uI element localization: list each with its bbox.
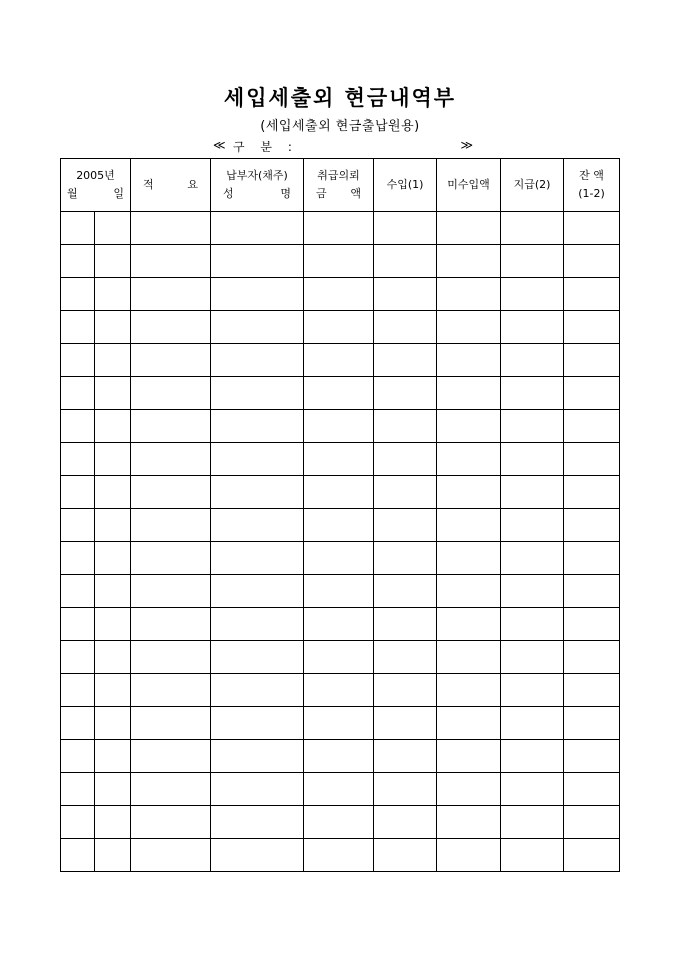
cell-day: [95, 476, 131, 509]
cell-day: [95, 542, 131, 575]
cell-receipt: [374, 410, 437, 443]
cell-month: [61, 575, 95, 608]
cell-receipt: [374, 707, 437, 740]
table-row: [61, 674, 620, 707]
cell-receipt: [374, 212, 437, 245]
cell-unreceived: [437, 245, 501, 278]
cell-unreceived: [437, 608, 501, 641]
header-summary-a: 적: [143, 178, 154, 191]
cell-payment: [501, 806, 564, 839]
cell-day: [95, 443, 131, 476]
cell-month: [61, 806, 95, 839]
cell-receipt: [374, 674, 437, 707]
header-handling-line1: 취급의뢰: [317, 169, 360, 182]
cell-balance: [564, 608, 620, 641]
cell-balance: [564, 542, 620, 575]
header-payer-name-b: 명: [280, 187, 291, 200]
cell-payer: [211, 641, 304, 674]
cell-summary: [131, 509, 211, 542]
header-balance-line1: 잔 액: [579, 169, 604, 182]
cell-month: [61, 278, 95, 311]
cell-summary: [131, 476, 211, 509]
cell-day: [95, 575, 131, 608]
cell-summary: [131, 641, 211, 674]
table-row: [61, 608, 620, 641]
cell-unreceived: [437, 806, 501, 839]
table-row: [61, 410, 620, 443]
cell-receipt: [374, 608, 437, 641]
cell-balance: [564, 641, 620, 674]
cell-receipt: [374, 245, 437, 278]
cell-balance: [564, 740, 620, 773]
cell-summary: [131, 674, 211, 707]
cell-payment: [501, 773, 564, 806]
cell-payment: [501, 542, 564, 575]
cell-summary: [131, 542, 211, 575]
cell-day: [95, 839, 131, 872]
division-close-bracket: ≫: [460, 138, 473, 152]
cell-handling: [304, 806, 374, 839]
cell-payer: [211, 542, 304, 575]
cell-receipt: [374, 542, 437, 575]
cell-month: [61, 377, 95, 410]
cell-handling: [304, 707, 374, 740]
cell-handling: [304, 245, 374, 278]
cell-balance: [564, 509, 620, 542]
cell-payer: [211, 212, 304, 245]
header-receipt: 수입(1): [374, 159, 437, 212]
table-row: [61, 740, 620, 773]
cell-balance: [564, 377, 620, 410]
cell-receipt: [374, 740, 437, 773]
table-row: [61, 443, 620, 476]
table-row: [61, 509, 620, 542]
cell-summary: [131, 311, 211, 344]
cell-payer: [211, 245, 304, 278]
cell-unreceived: [437, 839, 501, 872]
cell-unreceived: [437, 410, 501, 443]
cell-payer: [211, 476, 304, 509]
cell-day: [95, 245, 131, 278]
table-row: [61, 278, 620, 311]
cell-payer: [211, 410, 304, 443]
cell-payer: [211, 377, 304, 410]
cell-handling: [304, 674, 374, 707]
cell-payment: [501, 476, 564, 509]
cell-summary: [131, 344, 211, 377]
division-label: 구 분 :: [233, 140, 298, 154]
cell-month: [61, 740, 95, 773]
cell-balance: [564, 674, 620, 707]
cell-payer: [211, 311, 304, 344]
division-open-bracket: ≪: [213, 138, 226, 152]
cell-receipt: [374, 806, 437, 839]
cell-receipt: [374, 311, 437, 344]
cell-month: [61, 443, 95, 476]
cell-payer: [211, 278, 304, 311]
cell-unreceived: [437, 674, 501, 707]
cell-handling: [304, 476, 374, 509]
cell-unreceived: [437, 707, 501, 740]
cell-payment: [501, 509, 564, 542]
cell-receipt: [374, 476, 437, 509]
header-payment: 지급(2): [501, 159, 564, 212]
cash-ledger-table: [60, 158, 620, 872]
cell-handling: [304, 278, 374, 311]
cell-balance: [564, 806, 620, 839]
cell-month: [61, 707, 95, 740]
cell-handling: [304, 839, 374, 872]
cell-month: [61, 245, 95, 278]
cell-payer: [211, 773, 304, 806]
cell-summary: [131, 740, 211, 773]
cell-payment: [501, 608, 564, 641]
cell-summary: [131, 773, 211, 806]
cell-day: [95, 773, 131, 806]
cell-summary: [131, 443, 211, 476]
cell-balance: [564, 773, 620, 806]
header-summary-b: 요: [187, 178, 198, 191]
cell-handling: [304, 542, 374, 575]
cell-summary: [131, 212, 211, 245]
header-handling: [304, 159, 374, 212]
table-row: [61, 377, 620, 410]
table-row: [61, 839, 620, 872]
cell-month: [61, 608, 95, 641]
header-balance: [564, 159, 620, 212]
cell-month: [61, 839, 95, 872]
cell-balance: [564, 707, 620, 740]
cell-balance: [564, 839, 620, 872]
cell-day: [95, 608, 131, 641]
ledger-body: [61, 212, 620, 872]
cell-balance: [564, 443, 620, 476]
cell-payment: [501, 707, 564, 740]
header-day: 일: [113, 187, 124, 200]
cell-unreceived: [437, 575, 501, 608]
cell-day: [95, 740, 131, 773]
header-unreceived: 미수입액: [437, 159, 501, 212]
cell-balance: [564, 476, 620, 509]
header-payer-name-a: 성: [223, 187, 234, 200]
cell-balance: [564, 344, 620, 377]
cell-payment: [501, 674, 564, 707]
cell-payment: [501, 443, 564, 476]
cell-day: [95, 311, 131, 344]
cell-handling: [304, 773, 374, 806]
cell-handling: [304, 212, 374, 245]
cell-payer: [211, 740, 304, 773]
cell-receipt: [374, 278, 437, 311]
cell-receipt: [374, 641, 437, 674]
cell-month: [61, 773, 95, 806]
cell-balance: [564, 245, 620, 278]
cell-balance: [564, 311, 620, 344]
cell-handling: [304, 575, 374, 608]
cell-balance: [564, 212, 620, 245]
cell-summary: [131, 377, 211, 410]
cell-handling: [304, 311, 374, 344]
cell-payer: [211, 839, 304, 872]
cell-month: [61, 641, 95, 674]
cell-payer: [211, 608, 304, 641]
cell-payer: [211, 674, 304, 707]
cell-handling: [304, 344, 374, 377]
cell-summary: [131, 806, 211, 839]
table-row: [61, 311, 620, 344]
header-month: 월: [67, 187, 78, 200]
cell-day: [95, 641, 131, 674]
cell-payment: [501, 410, 564, 443]
cell-summary: [131, 245, 211, 278]
cell-unreceived: [437, 377, 501, 410]
cell-month: [61, 509, 95, 542]
cell-receipt: [374, 509, 437, 542]
cell-payer: [211, 575, 304, 608]
cell-receipt: [374, 839, 437, 872]
header-summary-text: [131, 176, 210, 194]
cell-summary: [131, 608, 211, 641]
division-line: [213, 138, 473, 154]
cell-payment: [501, 245, 564, 278]
cell-month: [61, 311, 95, 344]
cell-receipt: [374, 575, 437, 608]
cell-payment: [501, 212, 564, 245]
cell-unreceived: [437, 641, 501, 674]
table-row: [61, 212, 620, 245]
cell-month: [61, 542, 95, 575]
cell-month: [61, 410, 95, 443]
cell-summary: [131, 410, 211, 443]
header-balance-line2: (1-2): [578, 187, 605, 200]
table-row: [61, 245, 620, 278]
cell-day: [95, 410, 131, 443]
cell-payer: [211, 344, 304, 377]
cell-day: [95, 707, 131, 740]
cell-day: [95, 509, 131, 542]
table-row: [61, 806, 620, 839]
cell-payment: [501, 839, 564, 872]
cell-receipt: [374, 377, 437, 410]
cell-summary: [131, 575, 211, 608]
cell-balance: [564, 575, 620, 608]
cell-month: [61, 344, 95, 377]
cell-unreceived: [437, 278, 501, 311]
cell-summary: [131, 839, 211, 872]
cell-handling: [304, 740, 374, 773]
cell-payer: [211, 509, 304, 542]
cell-unreceived: [437, 344, 501, 377]
cell-month: [61, 674, 95, 707]
table-row: [61, 344, 620, 377]
header-handling-amount: [304, 185, 373, 203]
cell-payment: [501, 575, 564, 608]
cell-unreceived: [437, 443, 501, 476]
cell-handling: [304, 410, 374, 443]
header-year: 2005년: [76, 169, 115, 182]
document-subtitle: (세입세출외 현금출납원용): [260, 119, 420, 134]
table-header-row: [61, 159, 620, 212]
cell-unreceived: [437, 311, 501, 344]
cell-handling: [304, 509, 374, 542]
cell-balance: [564, 278, 620, 311]
cell-month: [61, 476, 95, 509]
header-handling-amount-b: 액: [350, 187, 361, 200]
cell-payment: [501, 344, 564, 377]
cell-summary: [131, 278, 211, 311]
cell-payer: [211, 806, 304, 839]
cell-payment: [501, 641, 564, 674]
table-row: [61, 476, 620, 509]
cell-handling: [304, 443, 374, 476]
document-title: 세입세출외 현금내역부: [223, 85, 457, 110]
cell-handling: [304, 641, 374, 674]
cell-day: [95, 377, 131, 410]
cell-summary: [131, 707, 211, 740]
cell-payer: [211, 443, 304, 476]
table-row: [61, 641, 620, 674]
header-payer-name: [211, 185, 303, 203]
cell-unreceived: [437, 542, 501, 575]
table-row: [61, 707, 620, 740]
cell-payment: [501, 311, 564, 344]
cell-receipt: [374, 344, 437, 377]
cell-unreceived: [437, 773, 501, 806]
table-row: [61, 575, 620, 608]
cell-payment: [501, 278, 564, 311]
cell-day: [95, 278, 131, 311]
header-summary: [131, 159, 211, 212]
cell-unreceived: [437, 212, 501, 245]
cell-day: [95, 674, 131, 707]
cell-receipt: [374, 443, 437, 476]
cell-unreceived: [437, 509, 501, 542]
cell-payment: [501, 740, 564, 773]
cell-day: [95, 344, 131, 377]
cell-handling: [304, 608, 374, 641]
cell-month: [61, 212, 95, 245]
cell-balance: [564, 410, 620, 443]
cell-receipt: [374, 773, 437, 806]
cell-day: [95, 806, 131, 839]
header-payer: [211, 159, 304, 212]
header-payer-line1: 납부자(채주): [226, 169, 288, 182]
cell-payer: [211, 707, 304, 740]
header-handling-amount-a: 금: [316, 187, 327, 200]
table-row: [61, 542, 620, 575]
cell-payment: [501, 377, 564, 410]
cell-unreceived: [437, 476, 501, 509]
cell-unreceived: [437, 740, 501, 773]
header-month-day: [61, 185, 130, 203]
header-date: [61, 159, 131, 212]
cell-handling: [304, 377, 374, 410]
cell-day: [95, 212, 131, 245]
table-row: [61, 773, 620, 806]
